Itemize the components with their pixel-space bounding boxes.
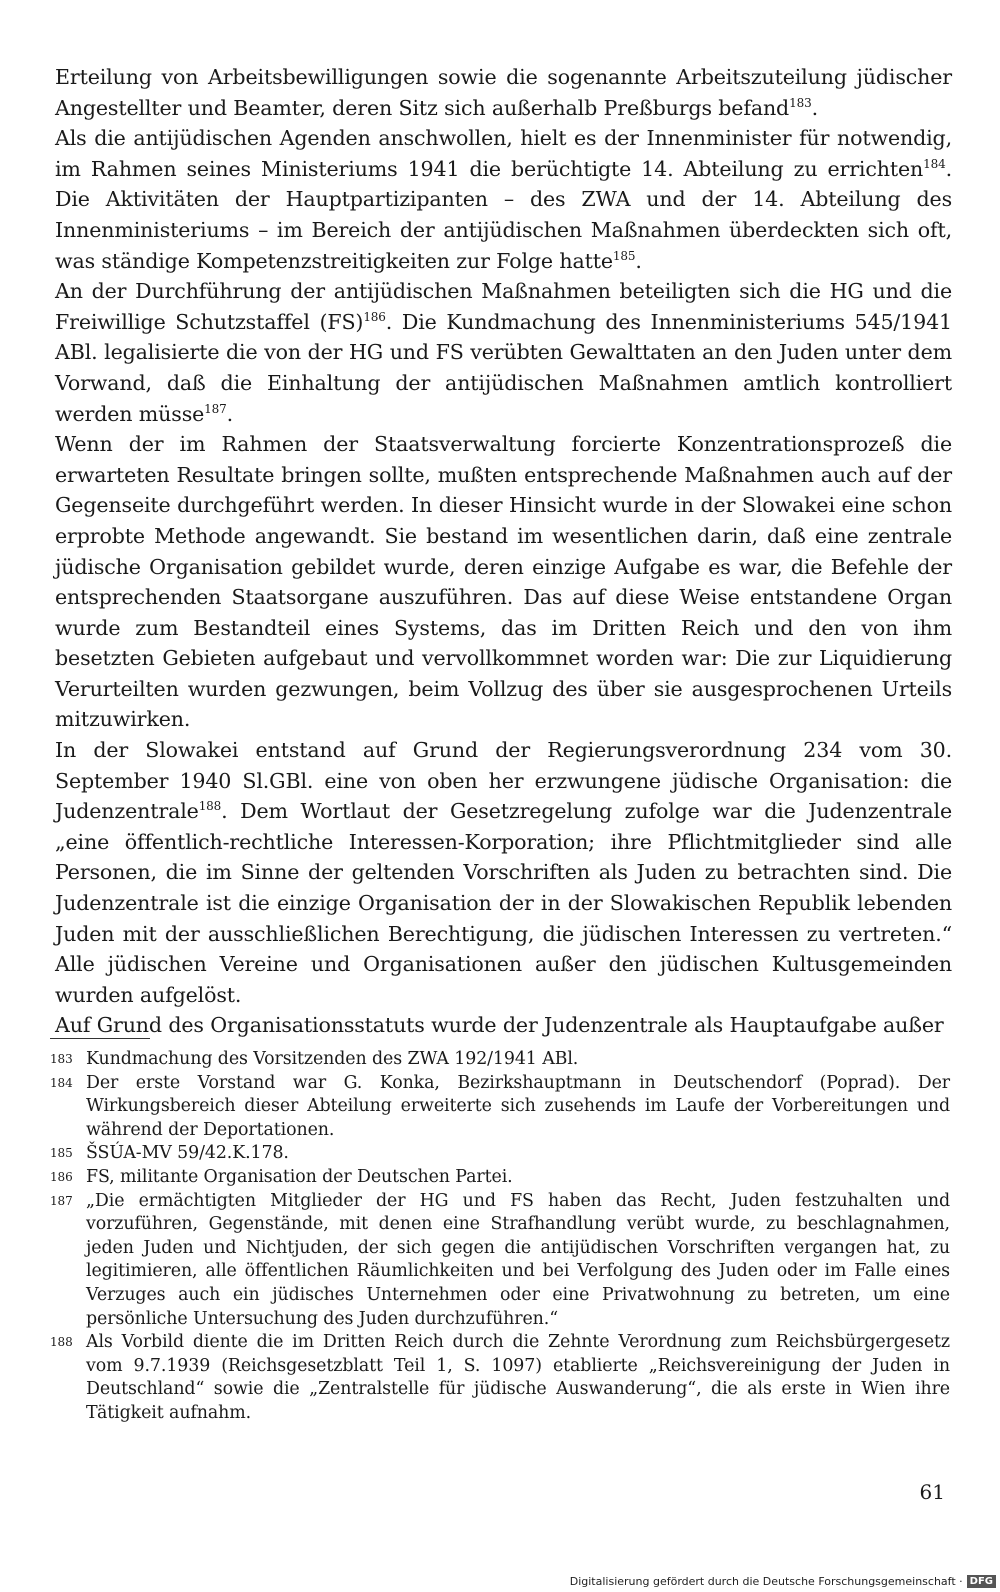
paragraph-text: An der Durchführung der antijüdischen Maßnahmen beteiligten sich die HG und die Freiwillige Schutzstaffel (FS) [55,279,952,334]
footnote-text: Der erste Vorstand war G. Konka, Bezirkshauptmann in Deutschendorf (Poprad). Der Wirkungsbereich dieser Abteilung erweiterte sich zusehends im Laufe der Vorbereitungen und während der Deportationen. [86,1072,950,1140]
paragraph-text: . [226,401,234,426]
footnotes [50,1048,950,1426]
main-text [55,62,952,1041]
body-text [55,62,952,1041]
footnote-number: 185 [50,1146,73,1161]
paragraph-text: . Die Kundmachung des Innenministeriums 545/1941 ABl. legalisierte die von der HG und FS verübten Gewalttaten an den Juden unter dem Vorwand, daß die Einhaltung der antijüdischen Maßnahmen amtlich kontrolliert werden müsse [55,309,952,426]
footnote [50,1166,950,1190]
paragraph-text: Erteilung von Arbeitsbewilligungen sowie die sogenannte Arbeitszuteilung jüdischer Angestellter und Beamter, deren Sitz sich außerhalb Preßburgs befand [55,65,952,120]
footnote [50,1331,950,1425]
dfg-logo: DFG [967,1575,996,1588]
paragraph-text: . [811,95,818,120]
footnote-ref[interactable]: 184 [923,156,946,171]
footnote-number: 187 [50,1193,73,1208]
paragraph-text: . Dem Wortlaut der Gesetzregelung zufolge war die Judenzentrale „eine öffentlich-rechtliche Interessen-Korporation; ihre Pflichtmitglieder sind alle Personen, die im Sinne der geltenden Vorschriften als Juden zu betrachten sind. Die Judenzentrale ist die einzige Organisation der in der Slowakischen Republik lebenden Juden mit der ausschließlichen Berechtigung, die jüdischen Interessen zu vertreten.“ Alle jüdischen Vereine und Organisationen außer den jüdischen Kultusgemeinden wurden aufgelöst. [55,799,952,1007]
paragraph-text: . Die Aktivitäten der Hauptpartizipanten – des ZWA und der 14. Abteilung des Innenministeriums – im Bereich der antijüdischen Maßnahmen überdeckten sich oft, was ständige Kompetenzstreitigkeiten zur Folge hatte [55,156,952,273]
footnote [50,1072,950,1143]
paragraph-text: . [635,248,642,273]
paragraph-text: Wenn der im Rahmen der Staatsverwaltung forcierte Konzentrationsprozeß die erwarteten Resultate bringen sollte, mußten entsprechende Maßnahmen auch auf der Gegenseite durchgeführt werden. In dieser Hinsicht wurde in der Slowakei eine schon erprobte Methode angewandt. Sie bestand im wesentlichen darin, daß eine zentrale jüdische Organisation gebildet wurde, deren einzige Aufgabe es war, die Befehle der entsprechenden Staatsorgane auszuführen. Das auf diese Weise entstandene Organ wurde zum Bestandteil eines Systems, das im Dritten Reich und den von ihm besetzten Gebieten aufgebaut und vervollkommnet worden war: Die zur Liquidierung Verurteilten wurden gezwungen, beim Vollzug des über sie ausgesprochenen Urteils mitzuwirken. [55,432,952,732]
footnote-text: FS, militante Organisation der Deutschen Partei. [86,1166,513,1187]
paragraph-2 [55,123,952,276]
paragraph-4 [55,429,952,735]
credit-bar [570,1570,1000,1592]
page-number: 61 [919,1480,945,1504]
footnote-number: 188 [50,1335,73,1350]
footnote-ref[interactable]: 183 [789,95,812,110]
paragraph-text: In der Slowakei entstand auf Grund der Regierungsverordnung 234 vom 30. September 1940 Sl.GBl. eine von oben her erzwungene jüdische Organisation: die Judenzentrale [55,738,952,824]
paragraph-5 [55,735,952,1010]
footnote-number: 184 [50,1075,73,1090]
footnote-ref[interactable]: 187 [204,401,227,416]
paragraph-text: Auf Grund des Organisationsstatuts wurde der Judenzentrale als Hauptaufgabe außer [55,1013,944,1038]
footnote [50,1190,950,1332]
paragraph-3 [55,276,952,429]
footnote-divider [50,1038,150,1039]
paragraph-text: Als die antijüdischen Agenden anschwollen, hielt es der Innenminister für notwendig, im Rahmen seines Ministeriums 1941 die berüchtigte 14. Abteilung zu errichten [55,126,952,181]
footnote [50,1142,950,1166]
footnote-number: 183 [50,1052,73,1066]
paragraph-1 [55,62,952,123]
footnote-number: 186 [50,1169,73,1184]
footnote [50,1048,950,1072]
footnote-ref[interactable]: 185 [612,248,636,263]
paragraph-6 [55,1010,952,1041]
credit-text: Digitalisierung gefördert durch die Deutsche Forschungsgemeinschaft · [569,1574,963,1588]
footnote-text: ŠSÚA-MV 59/42.K.178. [86,1143,289,1164]
footnote-text: Als Vorbild diente die im Dritten Reich durch die Zehnte Verordnung zum Reichsbürgergesetz vom 9.7.1939 (Reichsgesetzblatt Teil 1, S. 1097) etablierte „Reichsvereinigung der Juden in Deutschland“ sowie die „Zentralstelle für jüdische Auswanderung“, die als erste in Wien ihre Tätigkeit aufnahm. [86,1332,950,1423]
footnote-ref[interactable]: 186 [363,309,386,324]
footnote-text: Kundmachung des Vorsitzenden des ZWA 192/1941 ABl. [86,1049,579,1069]
footnote-ref[interactable]: 188 [198,799,222,814]
footnote-text: „Die ermächtigten Mitglieder der HG und FS haben das Recht, Juden festzuhalten und vorzuführen, Gegenstände, mit denen eine Strafhandlung verübt wurde, zu beschlagnahmen, jeden Juden und Nichtjuden, der sich gegen die antijüdischen Vorschriften vergangen hat, zu legitimieren, alle öffentlichen Räumlichkeiten und bei Verfolgung des Juden oder im Falle eines Verzuges auch ein jüdisches Unternehmen oder eine Privatwohnung zu betreten, um eine persönliche Untersuchung des Juden durchzuführen.“ [86,1190,950,1329]
